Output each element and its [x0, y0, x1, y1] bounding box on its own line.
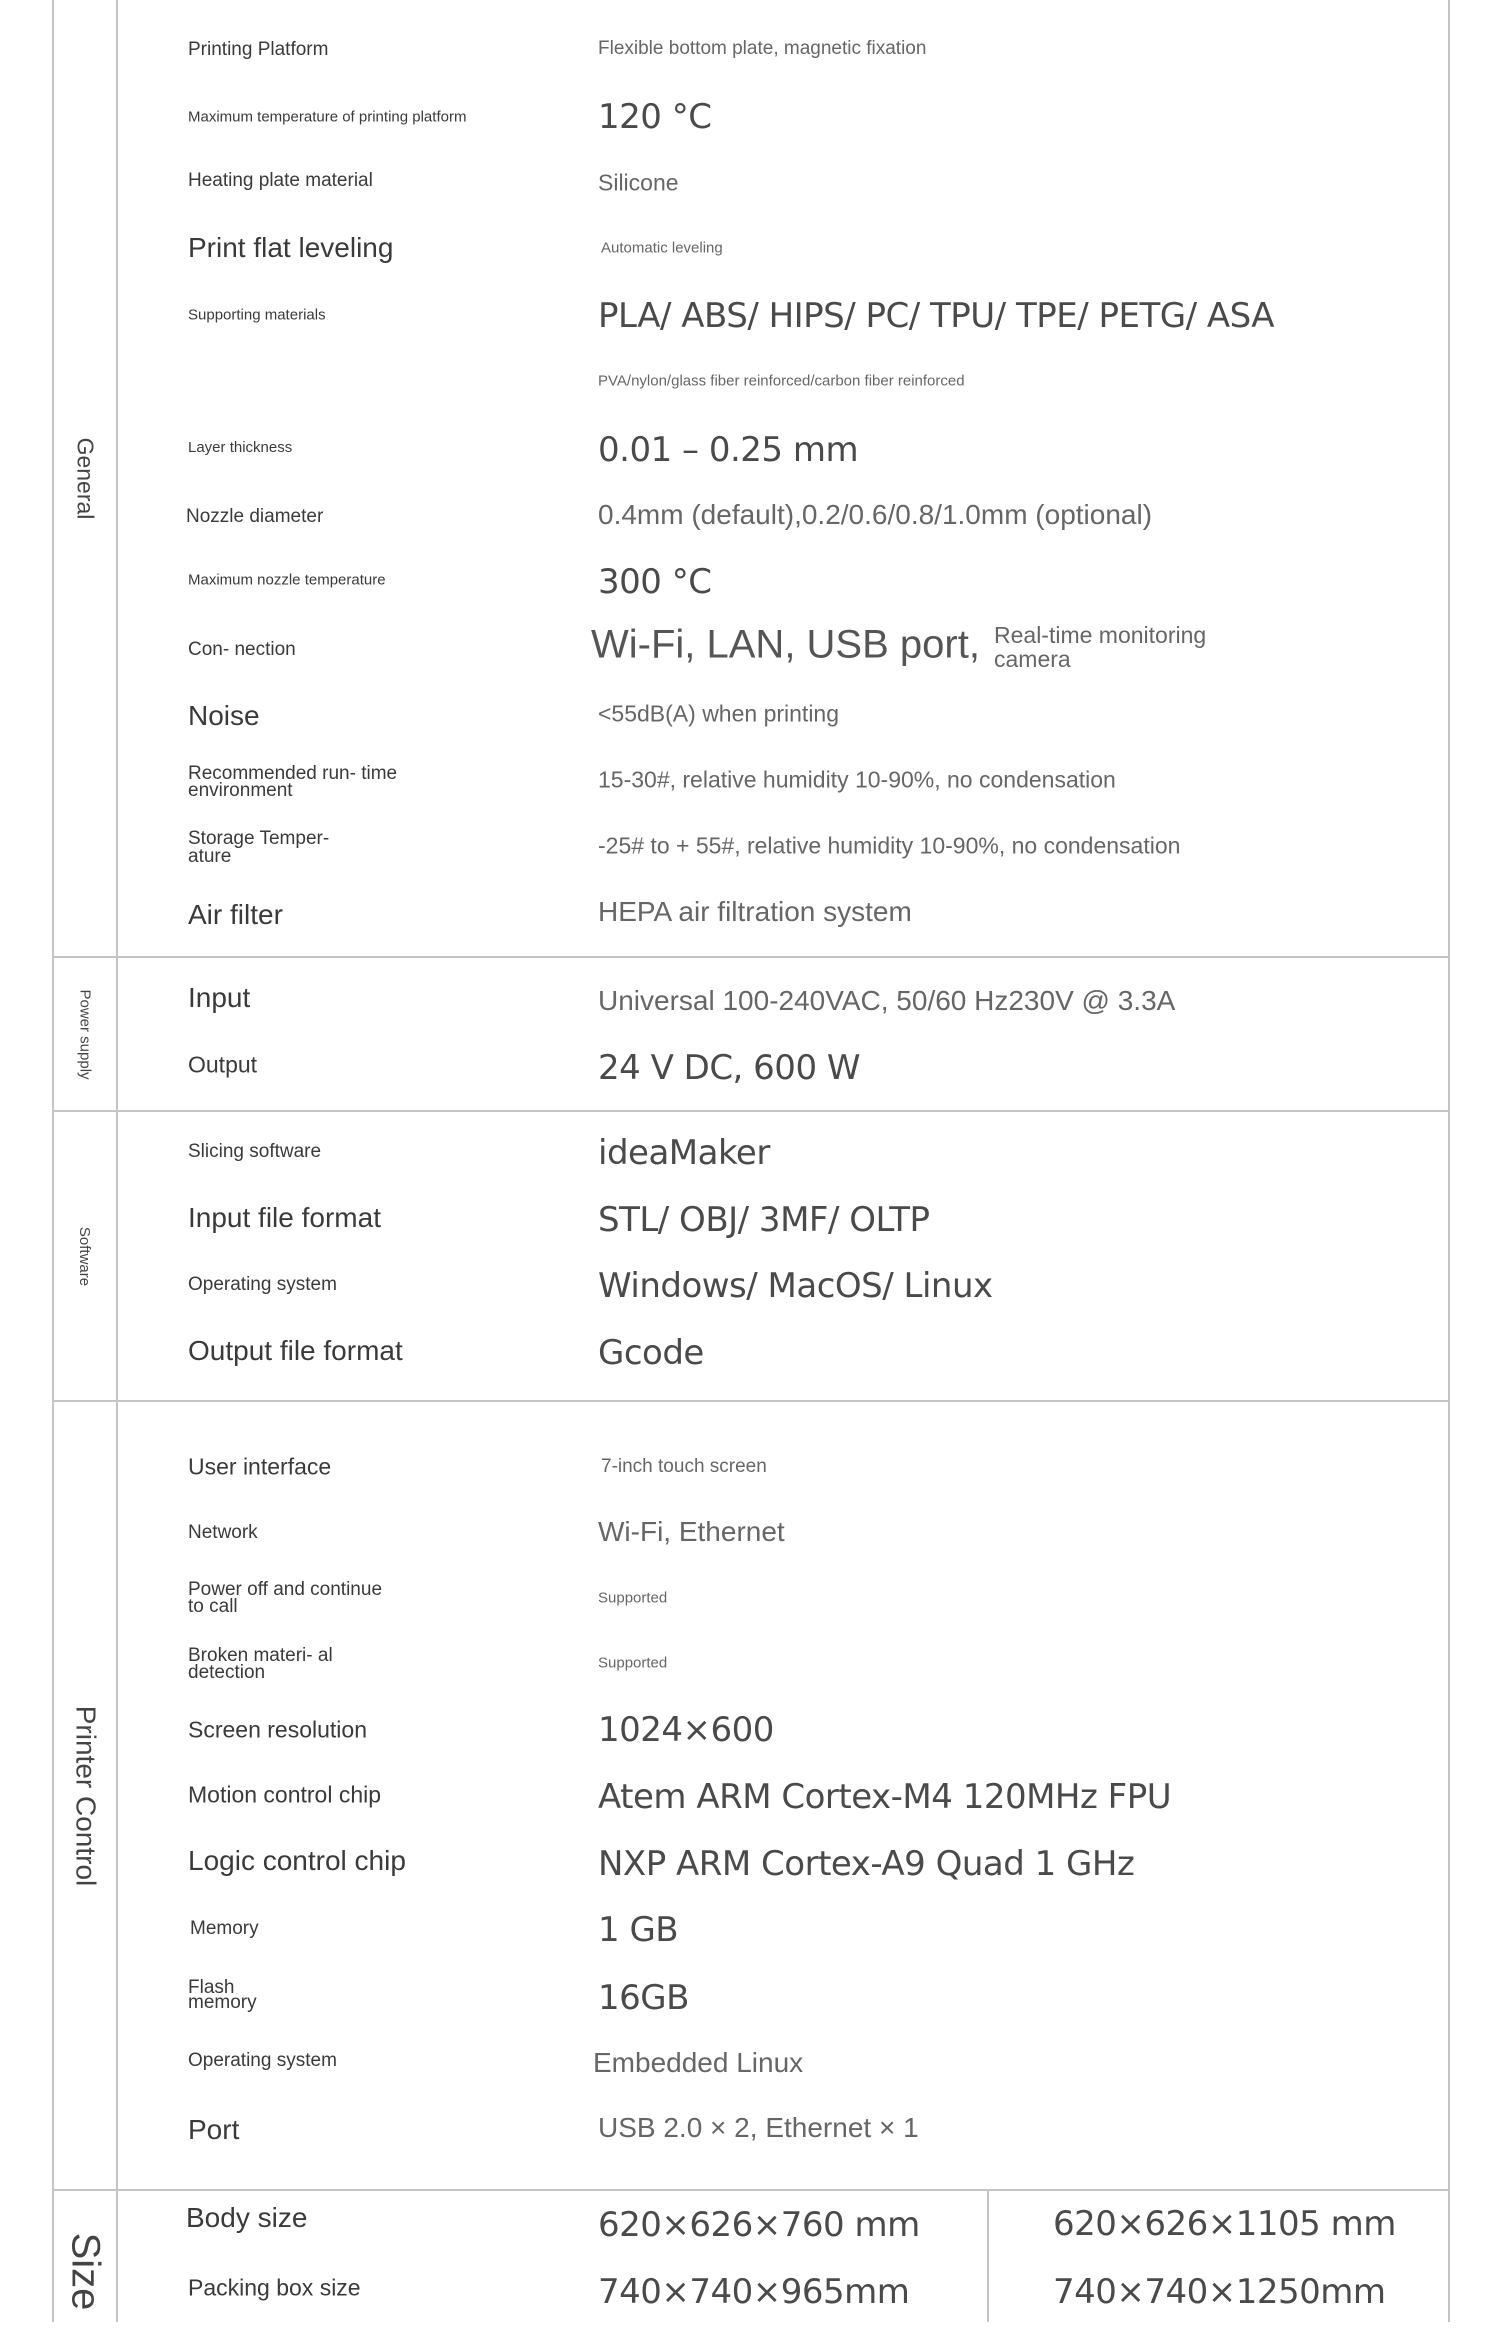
spec-value: Wi-Fi, LAN, USB port, [591, 622, 980, 667]
category-general [54, 0, 116, 956]
spec-label: User interface [188, 1453, 332, 1480]
spec-value: 7-inch touch screen [601, 1456, 767, 1477]
spec-value: Atem ARM Cortex-M4 120MHz FPU [598, 1777, 1172, 1817]
spec-value: -25# to + 55#, relative humidity 10-90%, no condensation [598, 832, 1181, 859]
spec-value: 24 V DC, 600 W [598, 1048, 860, 1088]
spec-label: Logic control chip [188, 1845, 406, 1876]
spec-label: Output file format [188, 1335, 403, 1366]
spec-value: Supported [598, 1589, 668, 1607]
spec-label: Air filter [188, 899, 283, 930]
spec-value: 0.4mm (default),0.2/0.6/0.8/1.0mm (optional) [598, 499, 1153, 530]
spec-label: Heating plate material [188, 170, 373, 191]
spec-label: Motion control chip [188, 1781, 382, 1808]
spec-label: Print flat leveling [188, 232, 394, 263]
category-label: General [72, 437, 99, 519]
spec-label: Power off and continue to call [188, 1579, 383, 1617]
spec-value: Flexible bottom plate, magnetic fixation [598, 38, 927, 59]
spec-value: Windows/ MacOS/ Linux [598, 1266, 993, 1306]
spec-label: Screen resolution [188, 1716, 367, 1743]
spec-label: Broken materi- al detection [188, 1645, 333, 1683]
spec-value: 1 GB [598, 1910, 679, 1950]
category-size [54, 2191, 116, 2351]
category-label: Printer Control [70, 1705, 102, 1886]
spec-value: 16GB [598, 1978, 689, 2018]
spec-label: Output [188, 1051, 258, 1078]
category-label: Software [76, 1226, 94, 1286]
spec-label: Network [188, 1522, 258, 1543]
spec-value: STL/ OBJ/ 3MF/ OLTP [598, 1200, 930, 1240]
spec-label: Input [188, 982, 251, 1013]
spec-value: 740×740×965mm [598, 2272, 910, 2312]
section-divider [52, 956, 1450, 958]
spec-value: PVA/nylon/glass fiber reinforced/carbon fiber reinforced [598, 372, 965, 390]
spec-value: Automatic leveling [601, 239, 723, 257]
spec-label: Body size [186, 2202, 308, 2233]
spec-label: Storage Temper- ature [188, 828, 330, 867]
category-printer-control [54, 1402, 116, 2189]
spec-value: Silicone [598, 169, 679, 196]
spec-value: Wi-Fi, Ethernet [598, 1516, 785, 1547]
spec-label: Input file format [188, 1202, 381, 1233]
spec-value: 0.01 – 0.25 mm [598, 430, 859, 470]
category-label: Size [63, 2232, 108, 2310]
table-border-category [116, 0, 118, 2322]
spec-value-alt: 620×626×1105 mm [1053, 2204, 1396, 2244]
spec-value: 15-30#, relative humidity 10-90%, no condensation [598, 766, 1116, 793]
spec-label: Noise [188, 700, 260, 731]
spec-label: Memory [190, 1918, 259, 1939]
spec-label: Layer thickness [188, 439, 293, 456]
spec-value: PLA/ ABS/ HIPS/ PC/ TPU/ TPE/ PETG/ ASA [598, 296, 1275, 336]
spec-label: Operating system [188, 1274, 337, 1295]
spec-value: ideaMaker [598, 1133, 770, 1173]
spec-value: 120 °C [598, 97, 712, 137]
spec-label: Con- nection [188, 639, 296, 660]
spec-value: 1024×600 [598, 1710, 774, 1750]
spec-value: HEPA air filtration system [598, 896, 912, 927]
spec-value: USB 2.0 × 2, Ethernet × 1 [598, 2112, 919, 2143]
spec-label: Packing box size [188, 2274, 361, 2301]
category-label: Power supply [76, 988, 94, 1080]
spec-value: NXP ARM Cortex-A9 Quad 1 GHz [598, 1844, 1135, 1884]
category-software [54, 1112, 116, 1400]
spec-label: Supporting materials [188, 306, 326, 324]
table-border-right [1448, 0, 1450, 2322]
spec-value: Supported [598, 1654, 668, 1672]
spec-label: Port [188, 2114, 240, 2145]
section-divider [52, 1400, 1450, 1402]
section-divider [52, 2189, 1450, 2191]
spec-label: Slicing software [188, 1141, 322, 1162]
spec-label: Recommended run- time environment [188, 763, 398, 801]
spec-value-extra: Real-time monitoring camera [994, 622, 1207, 672]
spec-value: Embedded Linux [593, 2047, 804, 2078]
spec-label: Printing Platform [188, 39, 329, 60]
spec-label: Flash memory [188, 1977, 257, 2013]
spec-value: 620×626×760 mm [598, 2205, 920, 2245]
spec-value: Universal 100-240VAC, 50/60 Hz230V @ 3.3A [598, 985, 1176, 1016]
spec-value-alt: 740×740×1250mm [1053, 2272, 1386, 2312]
spec-label: Maximum temperature of printing platform [188, 108, 467, 126]
spec-value: Gcode [598, 1333, 704, 1373]
spec-label: Operating system [188, 2050, 337, 2071]
spec-value: 300 °C [598, 562, 712, 602]
size-column-divider [987, 2189, 989, 2322]
spec-label: Nozzle diameter [186, 506, 324, 527]
spec-label: Maximum nozzle temperature [188, 571, 386, 589]
category-power-supply [54, 958, 116, 1110]
section-divider [52, 1110, 1450, 1112]
spec-value: <55dB(A) when printing [598, 700, 840, 727]
